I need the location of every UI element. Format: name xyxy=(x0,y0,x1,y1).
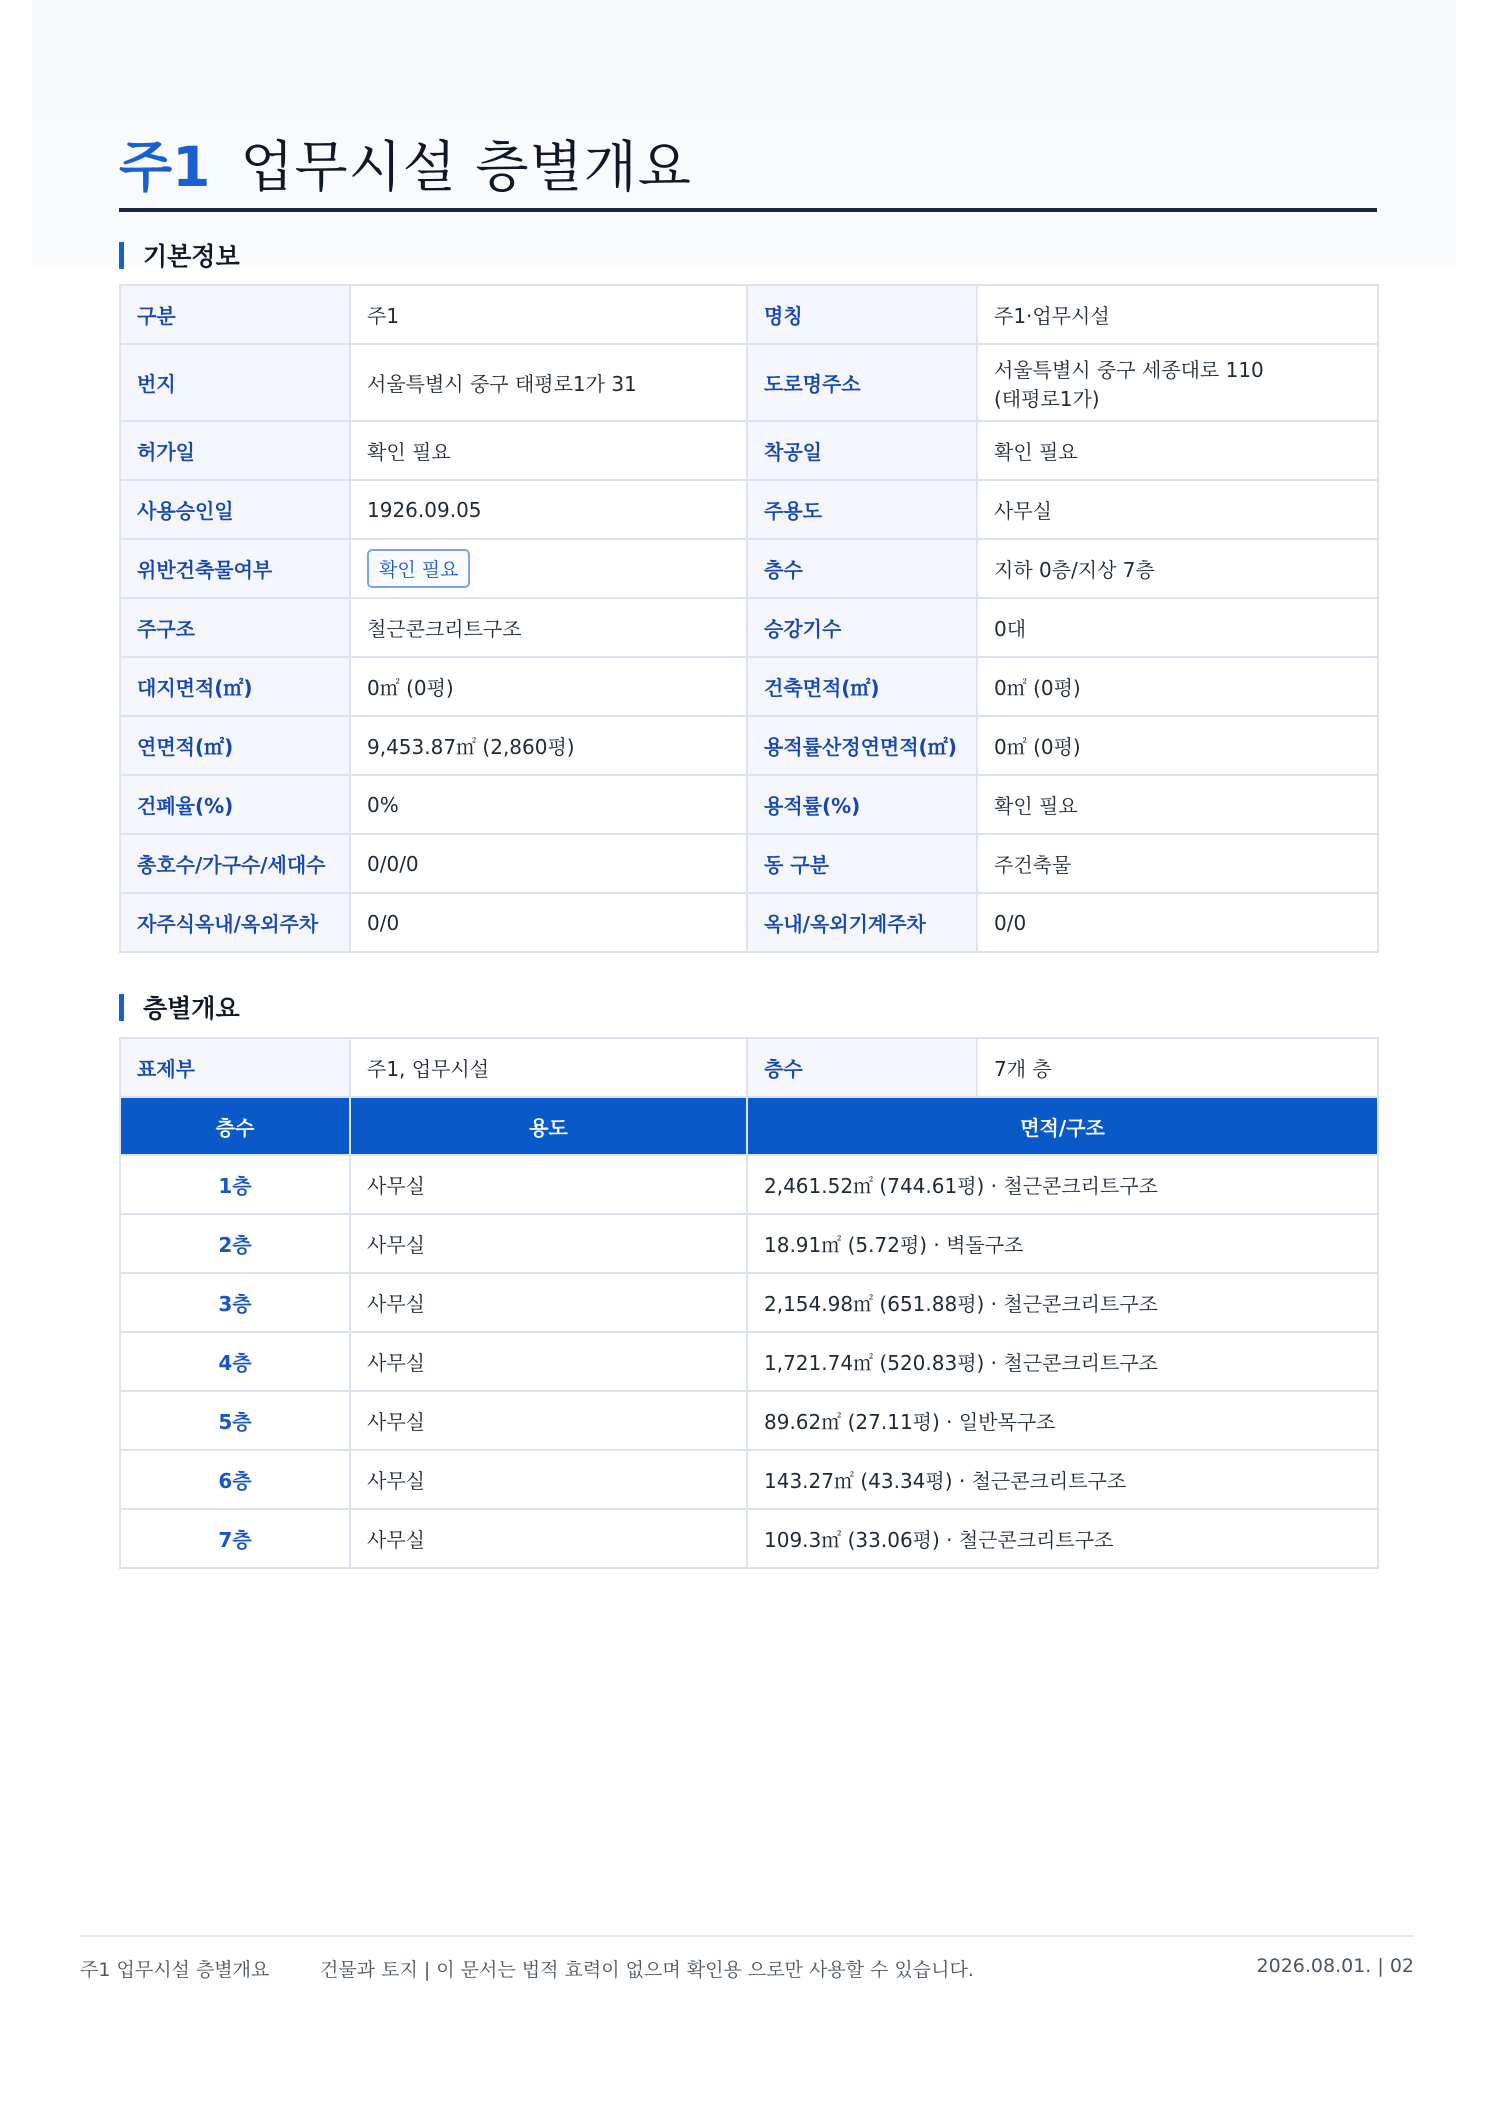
column-header-area: 면적/구조 xyxy=(747,1097,1378,1155)
floor-use: 사무실 xyxy=(350,1450,747,1509)
summary-label: 표제부 xyxy=(120,1038,350,1097)
column-header-use: 용도 xyxy=(350,1097,747,1155)
info-label: 주구조 xyxy=(120,598,350,657)
info-row xyxy=(120,539,1378,598)
summary-value: 7개 층 xyxy=(977,1038,1378,1097)
info-value: 철근콘크리트구조 xyxy=(350,598,747,657)
section-accent-bar xyxy=(119,242,124,269)
info-value-line: (태평로1가) xyxy=(994,386,1100,411)
floor-row xyxy=(120,1509,1378,1568)
info-row xyxy=(120,344,1378,421)
info-label: 사용승인일 xyxy=(120,480,350,539)
floor-use: 사무실 xyxy=(350,1332,747,1391)
info-value-line: 서울특별시 중구 세종대로 110 xyxy=(994,357,1264,382)
floor-row xyxy=(120,1450,1378,1509)
basic-info-table xyxy=(119,284,1379,953)
status-badge: 확인 필요 xyxy=(367,549,470,588)
info-label: 명칭 xyxy=(747,285,977,344)
info-label: 주용도 xyxy=(747,480,977,539)
info-value: 확인 필요 xyxy=(350,421,747,480)
info-row xyxy=(120,421,1378,480)
info-value: 0㎡ (0평) xyxy=(977,716,1378,775)
info-label: 도로명주소 xyxy=(747,344,977,421)
info-label: 건축면적(㎡) xyxy=(747,657,977,716)
info-value: 0/0 xyxy=(350,893,747,952)
info-value: 0/0/0 xyxy=(350,834,747,893)
info-value: 9,453.87㎡ (2,860평) xyxy=(350,716,747,775)
floor-level: 2층 xyxy=(120,1214,350,1273)
info-value: 지하 0층/지상 7층 xyxy=(977,539,1378,598)
floor-row xyxy=(120,1273,1378,1332)
floor-area-structure: 2,461.52㎡ (744.61평) · 철근콘크리트구조 xyxy=(747,1155,1378,1214)
summary-value: 주1, 업무시설 xyxy=(350,1038,747,1097)
title-text: 업무시설 층별개요 xyxy=(240,134,692,199)
info-label: 번지 xyxy=(120,344,350,421)
info-label: 용적률(%) xyxy=(747,775,977,834)
floor-area-structure: 1,721.74㎡ (520.83평) · 철근콘크리트구조 xyxy=(747,1332,1378,1391)
info-label: 층수 xyxy=(747,539,977,598)
floor-level: 5층 xyxy=(120,1391,350,1450)
section-heading-floors xyxy=(119,989,240,1025)
info-row xyxy=(120,598,1378,657)
info-label: 용적률산정연면적(㎡) xyxy=(747,716,977,775)
floor-level: 1층 xyxy=(120,1155,350,1214)
info-label: 착공일 xyxy=(747,421,977,480)
info-value xyxy=(977,344,1378,421)
info-value: 주건축물 xyxy=(977,834,1378,893)
info-row xyxy=(120,480,1378,539)
floor-use: 사무실 xyxy=(350,1391,747,1450)
info-row xyxy=(120,834,1378,893)
info-label: 동 구분 xyxy=(747,834,977,893)
info-label: 옥내/옥외기계주차 xyxy=(747,893,977,952)
section-accent-bar xyxy=(119,994,124,1021)
floor-area-structure: 18.91㎡ (5.72평) · 벽돌구조 xyxy=(747,1214,1378,1273)
info-value: 확인 필요 xyxy=(977,775,1378,834)
info-value: 0㎡ (0평) xyxy=(350,657,747,716)
info-label: 대지면적(㎡) xyxy=(120,657,350,716)
floor-row xyxy=(120,1332,1378,1391)
info-label: 연면적(㎡) xyxy=(120,716,350,775)
floor-use: 사무실 xyxy=(350,1214,747,1273)
info-row xyxy=(120,657,1378,716)
info-row xyxy=(120,716,1378,775)
footer-date-page: 2026.08.01. | 02 xyxy=(1256,1955,1414,1977)
floor-level: 6층 xyxy=(120,1450,350,1509)
info-value: 주1 xyxy=(350,285,747,344)
info-label: 건폐율(%) xyxy=(120,775,350,834)
floor-use: 사무실 xyxy=(350,1273,747,1332)
info-row xyxy=(120,775,1378,834)
floor-summary-row xyxy=(120,1038,1378,1097)
info-value: 0㎡ (0평) xyxy=(977,657,1378,716)
floor-table xyxy=(119,1037,1379,1569)
info-label: 자주식옥내/옥외주차 xyxy=(120,893,350,952)
floor-area-structure: 143.27㎡ (43.34평) · 철근콘크리트구조 xyxy=(747,1450,1378,1509)
floor-area-structure: 89.62㎡ (27.11평) · 일반목구조 xyxy=(747,1391,1378,1450)
info-value: 주1·업무시설 xyxy=(977,285,1378,344)
section-heading-basic xyxy=(119,237,240,273)
footer-doc-title: 주1 업무시설 층별개요 xyxy=(80,1959,270,1981)
info-value: 서울특별시 중구 태평로1가 31 xyxy=(350,344,747,421)
floor-header-row xyxy=(120,1097,1378,1155)
floor-area-structure: 2,154.98㎡ (651.88평) · 철근콘크리트구조 xyxy=(747,1273,1378,1332)
floor-row xyxy=(120,1391,1378,1450)
column-header-floor: 층수 xyxy=(120,1097,350,1155)
footer-disclaimer: 건물과 토지 | 이 문서는 법적 효력이 없으며 확인용 으로만 사용할 수 있습니다. xyxy=(320,1959,974,1981)
floor-row xyxy=(120,1214,1378,1273)
footer-divider xyxy=(80,1935,1414,1937)
info-label: 구분 xyxy=(120,285,350,344)
info-value: 1926.09.05 xyxy=(350,480,747,539)
info-value: 0% xyxy=(350,775,747,834)
info-value: 0대 xyxy=(977,598,1378,657)
floor-level: 4층 xyxy=(120,1332,350,1391)
info-row xyxy=(120,893,1378,952)
section-title: 층별개요 xyxy=(143,994,240,1023)
floor-row xyxy=(120,1155,1378,1214)
title-code: 주1 xyxy=(119,134,211,199)
info-value xyxy=(350,539,747,598)
floor-area-structure: 109.3㎡ (33.06평) · 철근콘크리트구조 xyxy=(747,1509,1378,1568)
info-label: 승강기수 xyxy=(747,598,977,657)
info-row xyxy=(120,285,1378,344)
info-value: 사무실 xyxy=(977,480,1378,539)
info-label: 총호수/가구수/세대수 xyxy=(120,834,350,893)
floor-use: 사무실 xyxy=(350,1509,747,1568)
info-label: 허가일 xyxy=(120,421,350,480)
floor-level: 7층 xyxy=(120,1509,350,1568)
floor-level: 3층 xyxy=(120,1273,350,1332)
info-value: 0/0 xyxy=(977,893,1378,952)
summary-label: 층수 xyxy=(747,1038,977,1097)
info-value: 확인 필요 xyxy=(977,421,1378,480)
floor-use: 사무실 xyxy=(350,1155,747,1214)
info-label: 위반건축물여부 xyxy=(120,539,350,598)
section-title: 기본정보 xyxy=(143,242,240,271)
page-title xyxy=(119,122,1377,212)
